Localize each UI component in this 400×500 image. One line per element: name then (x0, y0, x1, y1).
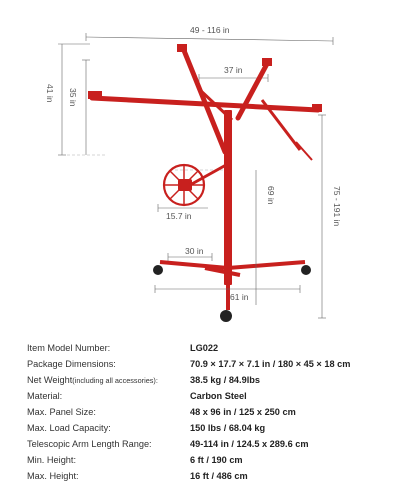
spec-label: Max. Panel Size: (27, 407, 96, 417)
dim-height-35 (68, 60, 90, 155)
dim-overall-width (86, 25, 333, 45)
spec-value: 6 ft / 190 cm (190, 455, 243, 465)
spec-value: 38.5 kg / 84.9lbs (190, 375, 260, 385)
spec-label: Max. Height: (27, 471, 79, 481)
label-wheel-15-7: 15.7 in (166, 211, 192, 221)
label-overall-width: 49 - 116 in (190, 25, 230, 35)
spec-value: Carbon Steel (190, 391, 247, 401)
dim-wheel-15-7 (158, 204, 208, 221)
label-base-61: 61 in (230, 292, 249, 302)
spec-row-weight (27, 372, 397, 388)
label-height-35: 35 in (68, 88, 78, 107)
spec-row-material (27, 388, 397, 404)
spec-value: 16 ft / 486 cm (190, 471, 248, 481)
dim-mast-69 (256, 170, 276, 305)
spec-label: Item Model Number: (27, 343, 111, 353)
label-base-30: 30 in (185, 246, 204, 256)
spec-value: 150 lbs / 68.04 kg (190, 423, 266, 433)
spec-value: 70.9 × 17.7 × 7.1 in / 180 × 45 × 18 cm (190, 359, 351, 369)
spec-row-model (27, 340, 397, 356)
spec-value: 49-114 in / 124.5 x 289.6 cm (190, 439, 309, 449)
dim-total-height (318, 115, 342, 318)
spec-value: 48 x 96 in / 125 x 250 cm (190, 407, 296, 417)
spec-value: LG022 (190, 343, 219, 353)
spec-row-panel-size (27, 404, 397, 420)
spec-label: Package Dimensions: (27, 359, 116, 369)
spec-row-arm-range (27, 436, 397, 452)
spec-label: Min. Height: (27, 455, 77, 465)
spec-row-load (27, 420, 397, 436)
label-total-height: 75 - 191 in (332, 186, 342, 227)
spec-label: Max. Load Capacity: (27, 423, 111, 433)
spec-label: Telescopic Arm Length Range: (27, 439, 152, 449)
label-mast-69: 69 in (266, 186, 276, 205)
spec-table (27, 340, 397, 484)
spec-row-max-height (27, 468, 397, 484)
spec-label: Material: (27, 391, 63, 401)
spec-row-package (27, 356, 397, 372)
spec-label: Net Weight(including all accessories): (27, 375, 158, 385)
label-height-41: 41 in (45, 84, 55, 103)
lift-frame (88, 44, 322, 322)
dim-base-30 (168, 246, 212, 261)
spec-row-min-height (27, 452, 397, 468)
dim-height-41 (45, 44, 90, 155)
label-arm-37: 37 in (224, 65, 243, 75)
